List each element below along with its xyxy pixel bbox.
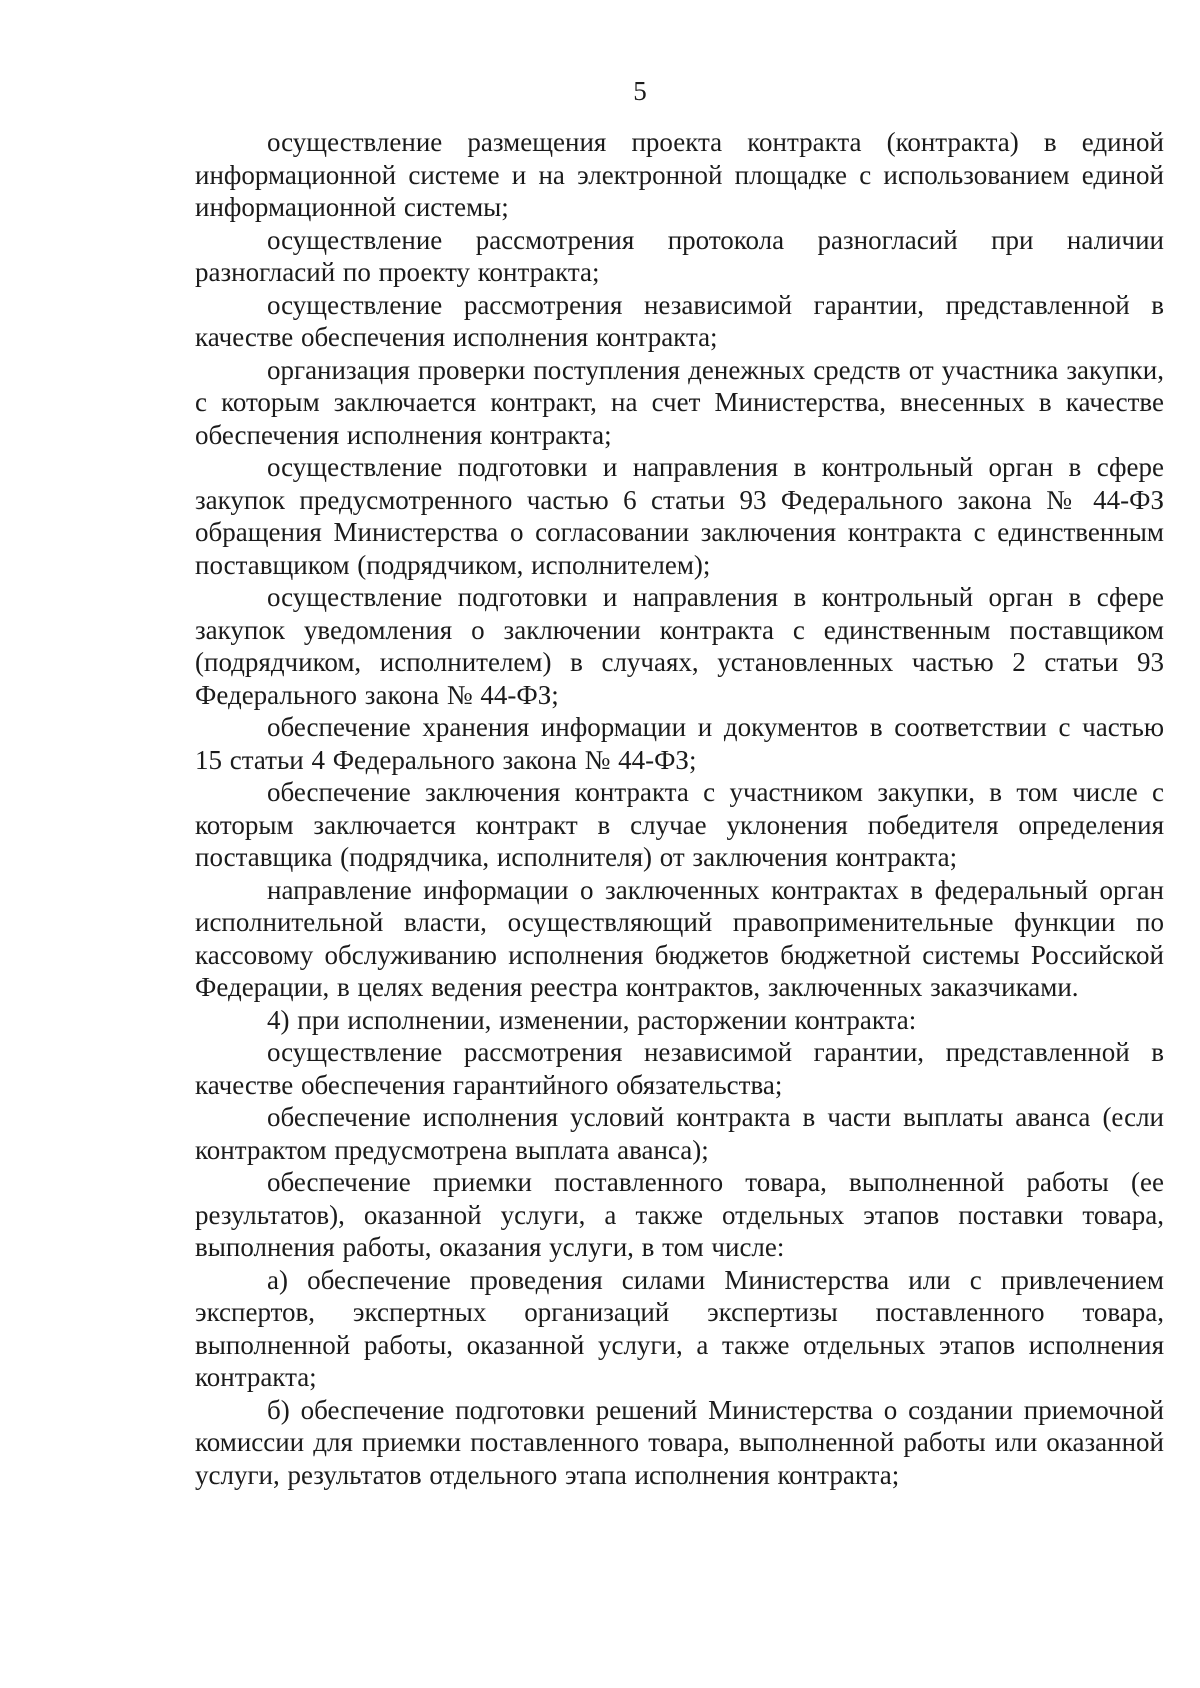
paragraph-10: 4) при исполнении, изменении, расторжении контракта: — [267, 1004, 917, 1035]
paragraph-13: обеспечение приемки поставленного товара, выполненной работы (ее результатов), оказанной услуги, а также отдельных этапов поставки товара, выполнения работы, оказания услуги, в том числе: — [195, 1167, 1164, 1262]
paragraph-11: осуществление рассмотрения независимой гарантии, представленной в качестве обеспечения гарантийного обязательства; — [195, 1037, 1164, 1100]
paragraph-12: обеспечение исполнения условий контракта в части выплаты аванса (если контрактом предусмотрена выплата аванса); — [195, 1102, 1164, 1165]
paragraph-4: организация проверки поступления денежных средств от участника закупки, с которым заключается контракт, на счет Министерства, внесенных в качестве обеспечения исполнения контракта; — [195, 354, 1164, 450]
paragraph-7: обеспечение хранения информации и документов в соответствии с частью 15 статьи 4 Федерального закона № 44-ФЗ; — [195, 712, 1164, 775]
paragraph-1: осуществление размещения проекта контракта (контракта) в единой информационной системе и на электронной площадке с использованием единой информационной системы; — [195, 127, 1164, 222]
paragraph-5: осуществление подготовки и направления в контрольный орган в сфере закупок предусмотренного частью 6 статьи 93 Федерального закона № 44-ФЗ обращения Министерства о согласовании заключения контракта с единственным поставщиком (подрядчиком, исполнителем); — [195, 452, 1164, 580]
document-body — [195, 126, 1164, 1491]
paragraph-3: осуществление рассмотрения независимой гарантии, представленной в качестве обеспечения исполнения контракта; — [195, 289, 1164, 352]
paragraph-14: а) обеспечение проведения силами Министерства или с привлечением экспертов, экспертных организаций экспертизы поставленного товара, выполненной работы, оказанной услуги, а также отдельных этапов исполнения контракта; — [195, 1264, 1164, 1392]
paragraph-2: осуществление рассмотрения протокола разногласий при наличии разногласий по проекту контракта; — [195, 224, 1164, 287]
paragraph-8: обеспечение заключения контракта с участником закупки, в том числе с которым заключается контракт в случае уклонения победителя определения поставщика (подрядчика, исполнителя) от заключения контракта; — [195, 777, 1164, 872]
paragraph-9: направление информации о заключенных контрактах в федеральный орган исполнительной власти, осуществляющий правоприменительные функции по кассовому обслуживанию исполнения бюджетов бюджетной системы Российской Федерации, в целях ведения реестра контрактов, заключенных заказчиками. — [195, 874, 1164, 1002]
page-number: 5 — [633, 76, 647, 106]
paragraph-6: осуществление подготовки и направления в контрольный орган в сфере закупок уведомления о заключении контракта с единственным поставщиком (подрядчиком, исполнителем) в случаях, установленных частью 2 статьи 93 Федерального закона № 44-ФЗ; — [195, 582, 1164, 710]
paragraph-15: б) обеспечение подготовки решений Министерства о создании приемочной комиссии для приемки поставленного товара, выполненной работы или оказанной услуги, результатов отдельного этапа исполнения контракта; — [195, 1394, 1164, 1490]
